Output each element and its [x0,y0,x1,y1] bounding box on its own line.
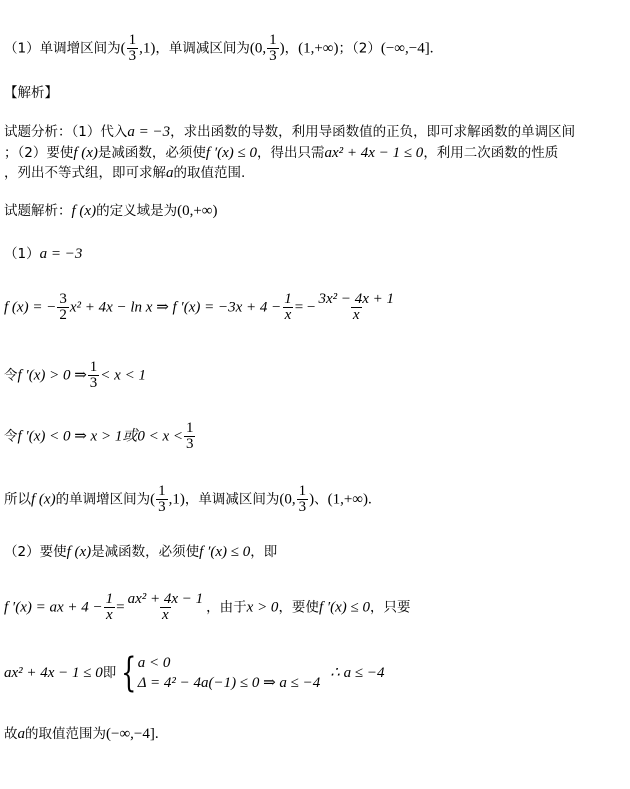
monotonic-summary-line [4,484,372,515]
analysis-text: 的取值范围. [173,165,246,181]
fraction [184,421,196,452]
solution-math: f ′(x) > 0 ⇒ [17,367,87,384]
fraction [282,292,294,323]
solution-math: (0,+∞) [177,203,218,219]
solution-math: (0, [279,491,296,508]
answer-inc-open: ( [120,40,126,57]
system-row-2: Δ = 4² − 4a(−1) ≤ 0 ⇒ a ≤ −4 [137,675,321,691]
analysis-math: a = −3 [127,124,171,140]
fraction-numerator: 3 [59,291,67,307]
solution-math: ∴ a ≤ −4 [330,665,385,681]
fraction-denominator: 3 [128,48,137,64]
solution-text: 的定义域是为 [96,203,178,219]
analysis-text: ，列出不等式组，即可求解 [4,165,166,181]
solution-text: 即 [102,665,117,681]
inequality-system-line [4,650,385,696]
analysis-math: ax² + 4x − 1 ≤ 0 [324,145,424,161]
decrease-condition-line [4,421,196,452]
answer-part1-label: （1）单调增区间为 [4,40,121,57]
answer-inc-fraction [127,33,139,64]
solution-math: a [17,726,25,742]
fraction [297,484,309,515]
solution-text: ，要使 [278,599,319,616]
answer-part2-sep: ；（2） [338,40,381,57]
solution-text: 令 [4,367,18,384]
solution-math: f ′(x) < 0 ⇒ x > 1或0 < x < [17,428,183,445]
solution-text: ，单调减区间为 [184,491,280,508]
solution-text: 是减函数，必须使 [91,544,200,560]
answer-end: . [429,40,434,57]
solution-text: ，由于 [206,599,247,616]
fraction [88,360,100,391]
solution-math: f (x) [71,203,97,219]
fraction-denominator: 3 [298,499,307,515]
solution-math: f (x) [66,544,92,560]
analysis-text: ；（2）要使 [4,145,74,161]
fraction [126,592,206,623]
fraction-numerator: 1 [269,32,277,48]
fraction-denominator: 3 [158,499,166,515]
fraction [104,592,116,623]
solution-math: a = −3 [39,246,83,262]
answer-inc-close: ,1) [139,40,156,57]
fraction [156,484,168,515]
final-answer-line [4,725,159,743]
fraction-denominator: 3 [89,375,98,391]
fraction-numerator: 1 [128,32,137,48]
increase-condition-line [4,360,146,391]
fraction-numerator: 1 [284,291,292,307]
solution-math: x² + 4x − ln x ⇒ f ′(x) = −3x + 4 − [69,299,282,316]
solution-math: (−∞,−4] [106,726,155,742]
solution-math: . [367,491,372,508]
analysis-math: a [166,165,174,181]
fraction-denominator: x [284,307,292,323]
fraction-denominator: x [352,307,360,323]
fraction-numerator: 1 [105,591,114,607]
fraction-numerator: 3x² − 4x + 1 [318,291,394,307]
solution-math: f ′(x) = ax + 4 − [4,599,103,616]
solution-text: 的单调增区间为 [55,491,151,508]
solution-text: 、 [314,491,328,508]
solution-text: （2）要使 [4,544,67,560]
analysis-text: 是减函数，必须使 [97,145,206,161]
solution-math: < x < 1 [100,367,146,384]
solution-math: f (x) = − [4,299,57,316]
fraction-denominator: x [106,607,113,623]
solution-math: (1,+∞) [327,491,368,508]
part2-intro-line [4,543,277,561]
fraction-denominator: x [162,607,169,623]
solution-math: = [116,599,125,616]
solution-text: 令 [4,428,18,445]
solution-text: ，即 [250,544,278,560]
fraction-numerator: ax² + 4x − 1 [127,591,204,607]
solution-math: . [154,726,159,742]
solution-math: x > 0 [246,599,279,616]
solution-text: ，只要 [370,599,411,616]
solution-math: ) [309,491,315,508]
part1-label-line [4,245,82,263]
fraction [57,292,69,323]
analysis-line-3 [4,164,245,182]
system-row-1: a < 0 [137,655,171,671]
solution-math: ( [150,491,156,508]
solution-text: 的取值范围为 [25,726,106,742]
fraction-denominator: 3 [269,48,277,64]
solution-math: f (x) [31,491,56,508]
part2-derivative-line [4,592,411,623]
fraction [316,292,396,323]
solution-text: 试题解析： [4,203,72,219]
answer-line [4,33,433,64]
analysis-text: ，得出只需 [257,145,325,161]
inequality-system [138,653,321,693]
analysis-text: 试题分析：（1）代入 [4,124,128,140]
analysis-math: f ′(x) ≤ 0 [205,145,258,161]
solution-math: f ′(x) ≤ 0 [318,599,371,616]
fraction-numerator: 1 [158,483,166,499]
solution-math: ,1) [168,491,185,508]
fraction-denominator: 3 [185,436,194,452]
answer-dec-close: ) [279,40,285,57]
fraction-numerator: 1 [298,483,307,499]
answer-sep: ，单调减区间为 [155,40,250,57]
fraction-denominator: 2 [59,307,67,323]
function-derivative-line [4,292,397,323]
solution-math: = − [294,299,316,316]
solution-math: ax² + 4x − 1 ≤ 0 [4,665,103,681]
solution-math: f ′(x) ≤ 0 [199,544,251,560]
analysis-line-2 [4,144,558,162]
analysis-text: ，求出函数的导数，利用导函数值的正负，即可求解函数的单调区间 [170,124,576,140]
fraction-numerator: 1 [89,359,98,375]
analysis-text: ，利用二次函数的性质 [423,145,559,161]
left-brace: { [121,650,137,696]
answer-dec-fraction [267,33,279,64]
answer-part2-interval: (−∞,−4] [380,40,430,57]
answer-sep2: ， [284,40,299,57]
fraction-numerator: 1 [185,420,194,436]
answer-dec-interval2: (1,+∞) [298,40,339,57]
answer-dec-open: (0, [249,40,267,57]
section-title: 【解析】 [4,85,58,101]
solution-text: 所以 [4,491,31,508]
solution-text: （1） [4,246,40,262]
analysis-line-1 [4,123,575,141]
solution-intro [4,202,217,220]
analysis-math: f (x) [73,145,98,161]
solution-text: 故 [4,726,18,742]
